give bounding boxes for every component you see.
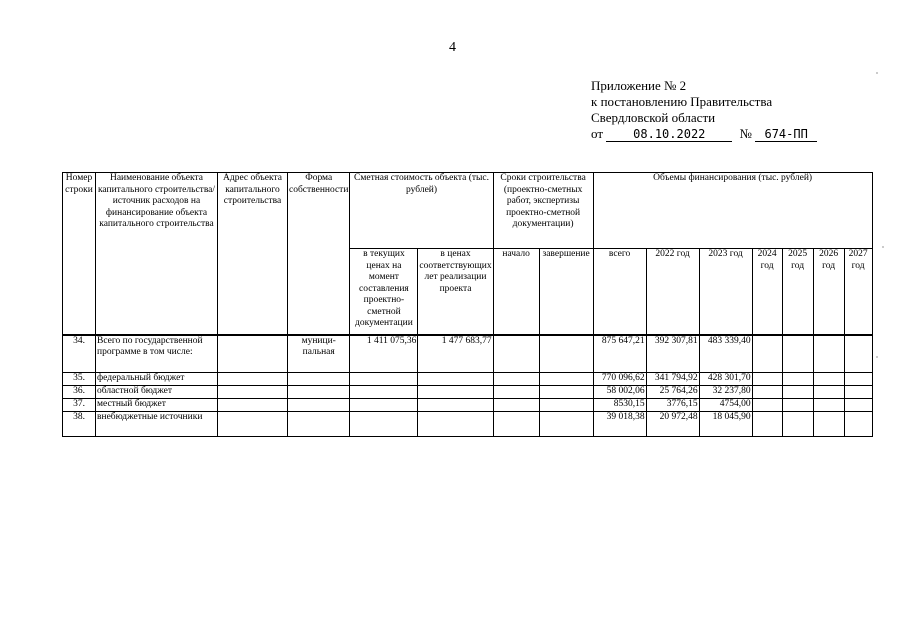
year-2026-cell <box>813 412 844 437</box>
header-end: завершение <box>539 249 593 335</box>
appendix-header <box>591 78 817 142</box>
year-2023-cell: 428 301,70 <box>699 373 752 386</box>
appendix-title: Приложение № 2 <box>591 78 687 93</box>
year-2022-cell: 341 794,92 <box>646 373 699 386</box>
year-2025-cell <box>782 412 813 437</box>
row-number-cell: 37. <box>63 399 96 412</box>
year-2027-cell <box>844 373 872 386</box>
header-funding: Объемы финансирования (тыс. рублей) <box>593 173 872 249</box>
cost-implementation-cell <box>418 412 493 437</box>
ownership-cell: муници-пальная <box>288 335 350 373</box>
header-ownership: Форма собственности <box>288 173 350 335</box>
year-2024-cell <box>752 399 782 412</box>
appendix-date-line <box>591 126 817 142</box>
year-2022-cell: 392 307,81 <box>646 335 699 373</box>
year-2023-cell: 483 339,40 <box>699 335 752 373</box>
start-cell <box>493 386 539 399</box>
name-cell: местный бюджет <box>96 399 218 412</box>
header-name: Наименование объекта капитального строительства/ источник расходов на финансирование объекта капитального строительства <box>96 173 218 335</box>
total-cell: 58 002,06 <box>593 386 646 399</box>
header-2022: 2022 год <box>646 249 699 335</box>
ownership-cell <box>288 399 350 412</box>
resolution-number: 674-ПП <box>755 128 817 142</box>
year-2027-cell <box>844 399 872 412</box>
total-cell: 39 018,38 <box>593 412 646 437</box>
header-address: Адрес объекта капитального строительства <box>218 173 288 335</box>
year-2022-cell: 20 972,48 <box>646 412 699 437</box>
row-number-cell: 38. <box>63 412 96 437</box>
scan-artifact <box>882 246 884 248</box>
total-cell: 770 096,62 <box>593 373 646 386</box>
start-cell <box>493 412 539 437</box>
end-cell <box>539 373 593 386</box>
year-2026-cell <box>813 386 844 399</box>
address-cell <box>218 399 288 412</box>
total-cell: 875 647,21 <box>593 335 646 373</box>
from-label: от <box>591 126 604 141</box>
cost-current-cell <box>350 373 418 386</box>
table-row <box>63 399 873 412</box>
year-2024-cell <box>752 412 782 437</box>
address-cell <box>218 373 288 386</box>
ownership-cell <box>288 386 350 399</box>
start-cell <box>493 373 539 386</box>
end-cell <box>539 412 593 437</box>
ownership-cell <box>288 373 350 386</box>
row-number-cell: 36. <box>63 386 96 399</box>
name-cell: федеральный бюджет <box>96 373 218 386</box>
year-2024-cell <box>752 335 782 373</box>
start-cell <box>493 335 539 373</box>
header-total: всего <box>593 249 646 335</box>
address-cell <box>218 412 288 437</box>
year-2026-cell <box>813 399 844 412</box>
table-body <box>63 335 873 437</box>
start-cell <box>493 399 539 412</box>
year-2024-cell <box>752 373 782 386</box>
year-2025-cell <box>782 399 813 412</box>
address-cell <box>218 386 288 399</box>
header-2024: 2024 год <box>752 249 782 335</box>
cost-implementation-cell <box>418 386 493 399</box>
page-number: 4 <box>449 40 456 55</box>
cost-implementation-cell <box>418 399 493 412</box>
year-2027-cell <box>844 335 872 373</box>
end-cell <box>539 335 593 373</box>
header-2027: 2027 год <box>844 249 872 335</box>
name-cell: Всего по государственной программе в том числе: <box>96 335 218 373</box>
header-row-no: Номер строки <box>63 173 96 335</box>
year-2027-cell <box>844 412 872 437</box>
header-cost-current: в текущих ценах на момент составления проектно-сметной документации <box>350 249 418 335</box>
financing-table <box>62 172 873 437</box>
year-2026-cell <box>813 373 844 386</box>
scan-artifact <box>876 356 878 358</box>
year-2027-cell <box>844 386 872 399</box>
scan-artifact <box>876 72 878 74</box>
name-cell: внебюджетные источники <box>96 412 218 437</box>
header-start: начало <box>493 249 539 335</box>
header-cost: Сметная стоимость объекта (тыс. рублей) <box>350 173 493 249</box>
year-2024-cell <box>752 386 782 399</box>
year-2025-cell <box>782 335 813 373</box>
year-2023-cell: 18 045,90 <box>699 412 752 437</box>
header-2026: 2026 год <box>813 249 844 335</box>
appendix-region: Свердловской области <box>591 110 716 125</box>
resolution-date: 08.10.2022 <box>606 128 732 142</box>
cost-implementation-cell <box>418 373 493 386</box>
total-cell: 8530,15 <box>593 399 646 412</box>
table-row <box>63 373 873 386</box>
table-row <box>63 412 873 437</box>
year-2023-cell: 4754,00 <box>699 399 752 412</box>
year-2022-cell: 3776,15 <box>646 399 699 412</box>
ownership-cell <box>288 412 350 437</box>
header-2023: 2023 год <box>699 249 752 335</box>
header-cost-implementation: в ценах соответствующих лет реализации проекта <box>418 249 493 335</box>
appendix-resolution: к постановлению Правительства <box>591 94 773 109</box>
header-2025: 2025 год <box>782 249 813 335</box>
cost-current-cell <box>350 399 418 412</box>
end-cell <box>539 399 593 412</box>
cost-current-cell: 1 411 075,36 <box>350 335 418 373</box>
year-2025-cell <box>782 386 813 399</box>
header-terms: Сроки строительства (проектно-сметных работ, экспертизы проектно-сметной документации) <box>493 173 593 249</box>
cost-current-cell <box>350 412 418 437</box>
cost-implementation-cell: 1 477 683,77 <box>418 335 493 373</box>
year-2026-cell <box>813 335 844 373</box>
end-cell <box>539 386 593 399</box>
year-2022-cell: 25 764,26 <box>646 386 699 399</box>
year-2025-cell <box>782 373 813 386</box>
cost-current-cell <box>350 386 418 399</box>
row-number-cell: 35. <box>63 373 96 386</box>
table-row <box>63 335 873 373</box>
number-label: № <box>739 126 752 141</box>
table-row <box>63 386 873 399</box>
name-cell: областной бюджет <box>96 386 218 399</box>
row-number-cell: 34. <box>63 335 96 373</box>
address-cell <box>218 335 288 373</box>
year-2023-cell: 32 237,80 <box>699 386 752 399</box>
